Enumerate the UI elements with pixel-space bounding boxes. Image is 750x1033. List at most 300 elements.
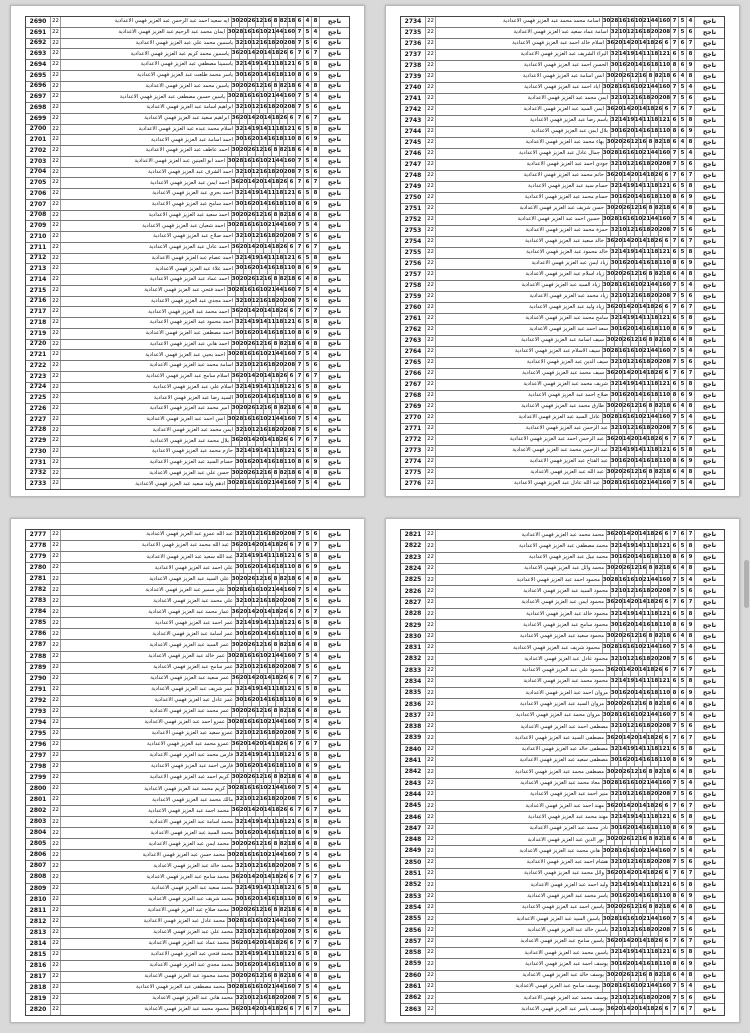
grade-cell: 12 xyxy=(255,17,263,27)
seat-number-cell: 2843 xyxy=(404,779,422,787)
status-cell: ناجح xyxy=(319,850,349,860)
grade-cell: 10 xyxy=(259,585,267,595)
table-row xyxy=(26,157,349,168)
student-name-cell: زياد محمد عبد العزيز فهمي الاعدادية xyxy=(435,292,610,302)
grade-cell: 5 xyxy=(303,28,311,38)
grade-cell: 4 xyxy=(303,146,311,156)
grade-cell: 20 xyxy=(614,204,622,214)
grade-cell: 8 xyxy=(311,318,319,328)
grade-cell: 16 xyxy=(634,586,642,596)
grade-cell: 30 xyxy=(610,193,618,203)
grade-cell: 8 xyxy=(271,839,279,849)
student-name-cell: عمرو احمد عبد العزيز فهمي الاعدادية xyxy=(60,718,227,728)
grade-cell: 9 xyxy=(686,892,694,902)
grade-cell: 18 xyxy=(267,103,275,113)
grade-cell: 7 xyxy=(295,221,303,231)
grade-cell: 9 xyxy=(686,193,694,203)
grade-cell: 20 xyxy=(614,468,622,478)
grade-cell: 10 xyxy=(634,413,642,423)
grade-cell: 5 xyxy=(303,383,311,393)
grade-cell: 16 xyxy=(626,643,634,653)
seat-number-cell: 2829 xyxy=(404,621,422,629)
age-cell: 22 xyxy=(425,193,435,203)
grade-cell: 32 xyxy=(235,950,243,960)
age-cell: 22 xyxy=(425,259,435,269)
grade-cell: 9 xyxy=(686,61,694,71)
grade-cell: 208 xyxy=(658,292,670,302)
grade-cell: 160 xyxy=(283,350,295,360)
table-row xyxy=(401,402,724,413)
table-row xyxy=(26,146,349,157)
age-cell: 22 xyxy=(425,292,435,302)
grade-cell: 10 xyxy=(634,479,642,489)
grade-cell: 14 xyxy=(247,178,255,188)
grade-cell: 160 xyxy=(658,779,670,789)
grade-cell: 6 xyxy=(311,426,319,436)
table-row xyxy=(401,193,724,204)
grade-cell: 10 xyxy=(259,850,267,860)
grade-cell: 14 xyxy=(634,391,642,401)
grade-cell: 7 xyxy=(670,575,678,585)
grade-cell: 10 xyxy=(243,103,251,113)
grade-cell: 30 xyxy=(606,632,614,642)
table-row xyxy=(26,552,349,563)
table-row xyxy=(26,221,349,232)
grade-cell: 16 xyxy=(618,149,626,159)
seat-number-cell: 2775 xyxy=(404,469,422,476)
grade-cell: 7 xyxy=(311,114,319,124)
grade-cell: 20 xyxy=(255,806,263,816)
age-cell: 22 xyxy=(425,948,435,958)
age-cell: 22 xyxy=(50,563,60,573)
grade-cell: 8 xyxy=(670,127,678,137)
status-cell: ناجح xyxy=(694,677,724,687)
grade-cell: 20 xyxy=(626,391,634,401)
grade-cell: 14 xyxy=(263,939,271,949)
student-name-cell: سيف اسامة عبد العزيز فهمي الاعدادية xyxy=(435,336,606,346)
age-cell: 22 xyxy=(50,340,60,350)
table-row xyxy=(401,948,724,959)
grade-cell: 18 xyxy=(271,49,279,59)
seat-number-cell: 2793 xyxy=(29,707,47,715)
grade-cell: 11 xyxy=(267,884,275,894)
grade-cell: 20 xyxy=(239,436,247,446)
seat-number-cell: 2702 xyxy=(29,146,47,154)
grade-cell: 26 xyxy=(622,903,630,913)
seat-number-cell: 2818 xyxy=(29,983,47,991)
grade-cell: 28 xyxy=(610,779,618,789)
grade-cell: 16 xyxy=(642,457,650,467)
grade-cell: 21 xyxy=(267,221,275,231)
grade-cell: 16 xyxy=(243,762,251,772)
grade-cell: 7 xyxy=(670,303,678,313)
grade-cell: 30 xyxy=(235,329,243,339)
grade-cell: 14 xyxy=(634,677,642,687)
grade-cell: 36 xyxy=(231,178,239,188)
age-cell: 22 xyxy=(425,779,435,789)
student-name-cell: علي احمد عبد العزيز فهمي الاعدادية xyxy=(60,563,235,573)
seat-number-cell: 2804 xyxy=(29,829,47,837)
table-row xyxy=(401,336,724,347)
grade-cell: 12 xyxy=(251,426,259,436)
grade-cell: 14 xyxy=(638,869,646,879)
grade-cell: 7 xyxy=(311,178,319,188)
grade-cell: 18 xyxy=(650,959,658,969)
student-name-cell: عمر عادل عبد العزيز فهمي الاعدادية xyxy=(60,696,235,706)
grade-cell: 5 xyxy=(678,413,686,423)
grade-cell: 121 xyxy=(658,182,670,192)
student-name-cell: مروان احمد عبد العزيز فهمي الاعدادية xyxy=(435,688,610,698)
status-cell: ناجح xyxy=(694,17,724,27)
grade-cell: 7 xyxy=(295,1005,303,1015)
grade-cell: 16 xyxy=(243,828,251,838)
grade-cell: 121 xyxy=(283,685,295,695)
grade-cell: 4 xyxy=(686,83,694,93)
grade-cell: 110 xyxy=(658,688,670,698)
document-page-4 xyxy=(385,518,740,1023)
table-row xyxy=(401,237,724,248)
status-cell: ناجح xyxy=(694,83,724,93)
grade-cell: 10 xyxy=(618,993,626,1003)
grade-cell: 6 xyxy=(678,105,686,115)
table-row xyxy=(401,127,724,138)
grade-cell: 4 xyxy=(686,215,694,225)
seat-number-cell: 2697 xyxy=(29,93,47,101)
status-cell: ناجح xyxy=(694,553,724,563)
grade-cell: 7 xyxy=(295,361,303,371)
grade-cell: 18 xyxy=(650,116,658,126)
age-cell: 22 xyxy=(425,336,435,346)
grade-cell: 7 xyxy=(295,596,303,606)
grade-cell: 14 xyxy=(259,135,267,145)
scrollbar-thumb[interactable] xyxy=(744,560,749,608)
grade-cell: 20 xyxy=(614,564,622,574)
grade-cell: 6 xyxy=(295,146,303,156)
table-row xyxy=(401,292,724,303)
grade-cell: 6 xyxy=(670,564,678,574)
seat-number-cell: 2863 xyxy=(404,1005,422,1013)
grade-cell: 36 xyxy=(231,372,239,382)
grade-cell: 6 xyxy=(303,607,311,617)
grade-cell: 18 xyxy=(271,872,279,882)
seat-number-cell: 2736 xyxy=(404,40,422,47)
grade-cell: 44 xyxy=(275,784,283,794)
grade-cell: 6 xyxy=(311,232,319,242)
grade-cell: 110 xyxy=(283,762,295,772)
grade-cell: 8 xyxy=(271,972,279,982)
grade-cell: 5 xyxy=(303,415,311,425)
grade-cell: 6 xyxy=(295,60,303,70)
grade-cell: 21 xyxy=(642,17,650,27)
age-cell: 22 xyxy=(50,707,60,717)
grade-cell: 28 xyxy=(610,215,618,225)
seat-number-cell: 2814 xyxy=(29,939,47,947)
grade-cell: 20 xyxy=(239,275,247,285)
grade-cell: 14 xyxy=(247,872,255,882)
grade-cell: 44 xyxy=(650,575,658,585)
grade-cell: 30 xyxy=(610,688,618,698)
status-cell: ناجح xyxy=(319,393,349,403)
age-cell: 22 xyxy=(50,211,60,221)
grade-cell: 32 xyxy=(610,858,618,868)
grade-cell: 18 xyxy=(646,869,654,879)
grade-cell: 19 xyxy=(626,182,634,192)
grade-cell: 36 xyxy=(231,740,239,750)
grade-cell: 19 xyxy=(626,609,634,619)
seat-number-cell: 2703 xyxy=(29,157,47,165)
student-name-cell: احمد عماد عبد العزيز فهمي الاعدادية xyxy=(60,275,231,285)
grade-cell: 26 xyxy=(654,369,662,379)
seat-number-cell: 2773 xyxy=(404,447,422,454)
grade-cell: 28 xyxy=(235,917,243,927)
grade-cell: 28 xyxy=(610,711,618,721)
grade-cell: 14 xyxy=(247,674,255,684)
grade-cell: 4 xyxy=(686,711,694,721)
grade-cell: 8 xyxy=(646,632,654,642)
seat-number-cell: 2859 xyxy=(404,960,422,968)
seat-number-cell: 2757 xyxy=(404,271,422,278)
status-cell: ناجح xyxy=(319,917,349,927)
age-cell: 22 xyxy=(50,82,60,92)
table-row xyxy=(26,415,349,426)
grade-cell: 20 xyxy=(255,607,263,617)
status-cell: ناجح xyxy=(319,795,349,805)
grade-cell: 14 xyxy=(263,372,271,382)
seat-number-cell: 2790 xyxy=(29,674,47,682)
grade-cell: 5 xyxy=(678,914,686,924)
grade-cell: 5 xyxy=(303,596,311,606)
grade-cell: 19 xyxy=(251,950,259,960)
grade-cell: 20 xyxy=(239,1005,247,1015)
seat-number-cell: 2783 xyxy=(29,597,47,605)
student-name-cell: ياسمين محمد علي عبد العزيز فهمي الاعدادية xyxy=(60,39,235,49)
status-cell: ناجح xyxy=(694,325,724,335)
table-row xyxy=(26,729,349,740)
grade-cell: 82 xyxy=(654,767,662,777)
grade-cell: 32 xyxy=(235,928,243,938)
grade-cell: 10 xyxy=(259,718,267,728)
grade-cell: 5 xyxy=(303,729,311,739)
seat-number-cell: 2725 xyxy=(29,394,47,402)
grade-cell: 6 xyxy=(303,696,311,706)
grade-cell: 5 xyxy=(303,39,311,49)
grade-cell: 8 xyxy=(686,402,694,412)
seat-number-cell: 2812 xyxy=(29,917,47,925)
seat-number-cell: 2787 xyxy=(29,641,47,649)
student-name-cell: محمد نبيل عبد العزيز فهمي الاعدادية xyxy=(435,553,610,563)
grade-cell: 6 xyxy=(686,358,694,368)
grade-cell: 5 xyxy=(303,479,311,489)
student-name-cell: عبد الله عادل عبد العزيز فهمي الاعدادية xyxy=(435,479,602,489)
grade-cell: 18 xyxy=(275,817,283,827)
grade-cell: 6 xyxy=(678,237,686,247)
grade-cell: 208 xyxy=(283,39,295,49)
grade-cell: 6 xyxy=(670,446,678,456)
grade-cell: 26 xyxy=(654,105,662,115)
status-cell: ناجح xyxy=(319,961,349,971)
grade-cell: 5 xyxy=(303,103,311,113)
grade-cell: 110 xyxy=(283,696,295,706)
grade-cell: 30 xyxy=(227,917,235,927)
table-row xyxy=(26,393,349,404)
table-row xyxy=(401,248,724,259)
results-table xyxy=(25,529,350,1016)
grade-cell: 20 xyxy=(239,243,247,253)
student-name-cell: ياسين حسين مصطفى عبد العزيز فهمي الاعدادية xyxy=(60,92,227,102)
age-cell: 22 xyxy=(425,880,435,890)
seat-number-cell: 2747 xyxy=(404,161,422,168)
grade-cell: 44 xyxy=(650,982,658,992)
status-cell: ناجح xyxy=(319,729,349,739)
grade-cell: 160 xyxy=(658,914,670,924)
grade-cell: 7 xyxy=(311,872,319,882)
grade-cell: 160 xyxy=(283,917,295,927)
grade-cell: 18 xyxy=(642,94,650,104)
grade-cell: 16 xyxy=(263,404,271,414)
table-row xyxy=(26,640,349,651)
student-name-cell: وليد احمد عبد العزيز فهمي الاعدادية xyxy=(435,880,610,890)
student-name-cell: شريف محمد عبد العزيز فهمي الاعدادية xyxy=(435,380,610,390)
grade-cell: 14 xyxy=(243,189,251,199)
grade-cell: 6 xyxy=(678,325,686,335)
grade-cell: 16 xyxy=(243,393,251,403)
grade-cell: 7 xyxy=(670,801,678,811)
grade-cell: 18 xyxy=(287,340,295,350)
grade-cell: 21 xyxy=(267,983,275,993)
grade-cell: 20 xyxy=(614,435,622,445)
grade-cell: 18 xyxy=(267,861,275,871)
grade-cell: 20 xyxy=(614,171,622,181)
grade-cell: 7 xyxy=(670,149,678,159)
seat-number-cell: 2763 xyxy=(404,337,422,344)
grade-cell: 12 xyxy=(630,564,638,574)
grade-cell: 8 xyxy=(311,469,319,479)
grade-cell: 20 xyxy=(630,801,638,811)
seat-number-cell: 2709 xyxy=(29,222,47,230)
grade-cell: 12 xyxy=(626,586,634,596)
grade-cell: 5 xyxy=(303,983,311,993)
student-name-cell: هاني محمد عبد العزيز فهمي الاعدادية xyxy=(435,846,602,856)
grade-cell: 20 xyxy=(251,696,259,706)
grade-cell: 16 xyxy=(638,468,646,478)
table-row xyxy=(26,232,349,243)
grade-cell: 18 xyxy=(650,745,658,755)
grade-cell: 8 xyxy=(670,391,678,401)
seat-number-cell: 2794 xyxy=(29,718,47,726)
seat-number-cell: 2811 xyxy=(29,906,47,914)
table-row xyxy=(401,358,724,369)
table-row xyxy=(401,609,724,620)
grade-cell: 6 xyxy=(303,740,311,750)
student-name-cell: مصطفى احمد عبد العزيز فهمي الاعدادية xyxy=(435,722,610,732)
status-cell: ناجح xyxy=(694,61,724,71)
grade-cell: 160 xyxy=(658,846,670,856)
grade-cell: 26 xyxy=(279,436,287,446)
grade-cell: 8 xyxy=(311,340,319,350)
grade-cell: 10 xyxy=(618,226,626,236)
seat-number-cell: 2795 xyxy=(29,729,47,737)
grade-cell: 18 xyxy=(650,446,658,456)
grade-cell: 16 xyxy=(251,917,259,927)
grade-cell: 18 xyxy=(642,160,650,170)
grade-cell: 6 xyxy=(678,620,686,630)
grade-cell: 16 xyxy=(243,629,251,639)
grade-cell: 30 xyxy=(610,892,618,902)
grade-cell: 6 xyxy=(303,436,311,446)
grade-cell: 5 xyxy=(678,711,686,721)
grade-cell: 8 xyxy=(646,971,654,981)
status-cell: ناجح xyxy=(694,733,724,743)
seat-number-cell: 2792 xyxy=(29,696,47,704)
grade-cell: 8 xyxy=(686,677,694,687)
grade-cell: 30 xyxy=(610,61,618,71)
grade-cell: 12 xyxy=(626,790,634,800)
grade-cell: 30 xyxy=(606,699,614,709)
grade-cell: 30 xyxy=(231,275,239,285)
table-row xyxy=(26,350,349,361)
grade-cell: 8 xyxy=(271,211,279,221)
grade-cell: 19 xyxy=(251,685,259,695)
grade-cell: 19 xyxy=(626,948,634,958)
seat-number-cell: 2826 xyxy=(404,587,422,595)
grade-cell: 20 xyxy=(255,740,263,750)
grade-cell: 28 xyxy=(235,221,243,231)
grade-cell: 10 xyxy=(618,722,626,732)
grade-cell: 6 xyxy=(311,103,319,113)
grade-cell: 20 xyxy=(255,541,263,551)
grade-cell: 5 xyxy=(303,718,311,728)
age-cell: 22 xyxy=(425,72,435,82)
grade-cell: 7 xyxy=(686,237,694,247)
grade-cell: 32 xyxy=(235,39,243,49)
grade-cell: 18 xyxy=(275,618,283,628)
grade-cell: 4 xyxy=(303,906,311,916)
grade-cell: 18 xyxy=(646,1004,654,1014)
grade-cell: 11 xyxy=(267,685,275,695)
grade-cell: 12 xyxy=(630,971,638,981)
table-row xyxy=(26,135,349,146)
table-row xyxy=(26,685,349,696)
seat-number-cell: 2796 xyxy=(29,740,47,748)
student-name-cell: زياد ايمن عبد العزيز فهمي الاعدادية xyxy=(435,259,610,269)
grade-cell: 82 xyxy=(279,404,287,414)
grade-cell: 4 xyxy=(678,468,686,478)
status-cell: ناجح xyxy=(694,858,724,868)
grade-cell: 7 xyxy=(311,243,319,253)
grade-cell: 16 xyxy=(618,824,626,834)
grade-cell: 20 xyxy=(614,105,622,115)
age-cell: 22 xyxy=(425,711,435,721)
grade-cell: 10 xyxy=(243,994,251,1004)
grade-cell: 82 xyxy=(654,204,662,214)
grade-cell: 6 xyxy=(678,530,686,540)
table-row xyxy=(26,286,349,297)
grade-cell: 16 xyxy=(259,103,267,113)
seat-number-cell: 2704 xyxy=(29,168,47,176)
student-name-cell: يوسف خالد عبد العزيز فهمي الاعدادية xyxy=(435,971,606,981)
grade-cell: 18 xyxy=(267,168,275,178)
student-name-cell: مصطفى خالد عبد العزيز فهمي الاعدادية xyxy=(435,745,610,755)
grade-cell: 28 xyxy=(610,643,618,653)
table-row xyxy=(401,677,724,688)
age-cell: 22 xyxy=(425,17,435,27)
grade-cell: 121 xyxy=(283,60,295,70)
grade-cell: 36 xyxy=(606,598,614,608)
grade-cell: 5 xyxy=(678,358,686,368)
grade-cell: 20 xyxy=(251,458,259,468)
grade-cell: 6 xyxy=(303,393,311,403)
grade-cell: 6 xyxy=(678,391,686,401)
